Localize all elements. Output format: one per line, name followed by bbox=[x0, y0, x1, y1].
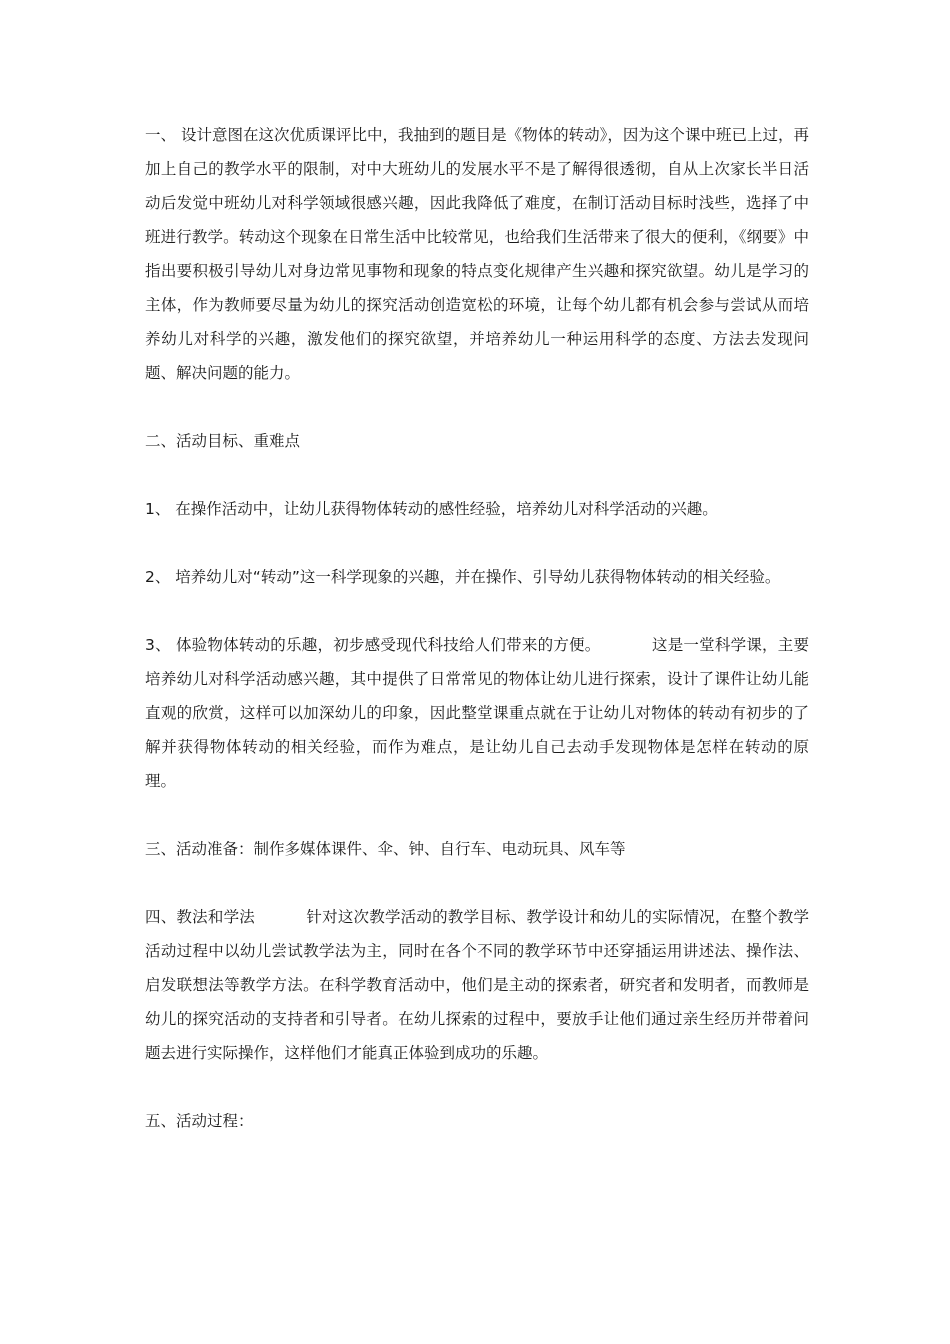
goal-item-2: 2、 培养幼儿对“转动”这一科学现象的兴趣，并在操作、引导幼儿获得物体转动的相关经验。 bbox=[145, 568, 781, 586]
paragraph-methods: 四、教法和学法 针对这次教学活动的教学目标、教学设计和幼儿的实际情况，在整个教学活动过程中以幼儿尝试教学法为主，同时在各个不同的教学环节中还穿插运用讲述法、操作法、启发联想法等教学方法。在科学教育活动中，他们是主动的探索者，研究者和发明者，而教师是幼儿的探究活动的支持者和引导者。在幼儿探索的过程中，要放手让他们通过亲生经历并带着问题去进行实际操作，这样他们才能真正体验到成功的乐趣。 bbox=[145, 908, 809, 1062]
paragraph-gap bbox=[145, 594, 809, 628]
paragraph-design-intent: 一、 设计意图在这次优质课评比中，我抽到的题目是《物体的转动》，因为这个课中班已上过，再加上自己的教学水平的限制，对中大班幼儿的发展水平不是了解得很透彻，自从上次家长半日活动后发觉中班幼儿对科学领域很感兴趣，因此我降低了难度，在制订活动目标时浅些，选择了中班进行教学。转动这个现象在日常生活中比较常见，也给我们生活带来了很大的便利，《纲要》中指出要积极引导幼儿对身边常见事物和现象的特点变化规律产生兴趣和探究欲望。幼儿是学习的主体，作为教师要尽量为幼儿的探究活动创造宽松的环境，让每个幼儿都有机会参与尝试从而培养幼儿对科学的兴趣，激发他们的探究欲望，并培养幼儿一种运用科学的态度、方法去发现问题、解决问题的能力。 bbox=[145, 126, 809, 382]
document-body bbox=[145, 118, 809, 1138]
paragraph-gap bbox=[145, 526, 809, 560]
paragraph-gap bbox=[145, 390, 809, 424]
heading-goals: 二、活动目标、重难点 bbox=[145, 432, 301, 450]
paragraph-gap bbox=[145, 1070, 809, 1104]
goal-item-1: 1、 在操作活动中，让幼儿获得物体转动的感性经验，培养幼儿对科学活动的兴趣。 bbox=[145, 500, 718, 518]
goal-item-3: 3、 体验物体转动的乐趣，初步感受现代科技给人们带来的方便。 这是一堂科学课，主要培养幼儿对科学活动感兴趣，其中提供了日常常见的物体让幼儿进行探索，设计了课件让幼儿能直观的欣赏，这样可以加深幼儿的印象，因此整堂课重点就在于让幼儿对物体的转动有初步的了解并获得物体转动的相关经验，而作为难点，是让幼儿自己去动手发现物体是怎样在转动的原理。 bbox=[145, 636, 809, 790]
paragraph-gap bbox=[145, 798, 809, 832]
paragraph-gap bbox=[145, 458, 809, 492]
heading-process: 五、活动过程： bbox=[145, 1112, 254, 1130]
heading-preparation: 三、活动准备：制作多媒体课件、伞、钟、自行车、电动玩具、风车等 bbox=[145, 840, 626, 858]
paragraph-gap bbox=[145, 866, 809, 900]
